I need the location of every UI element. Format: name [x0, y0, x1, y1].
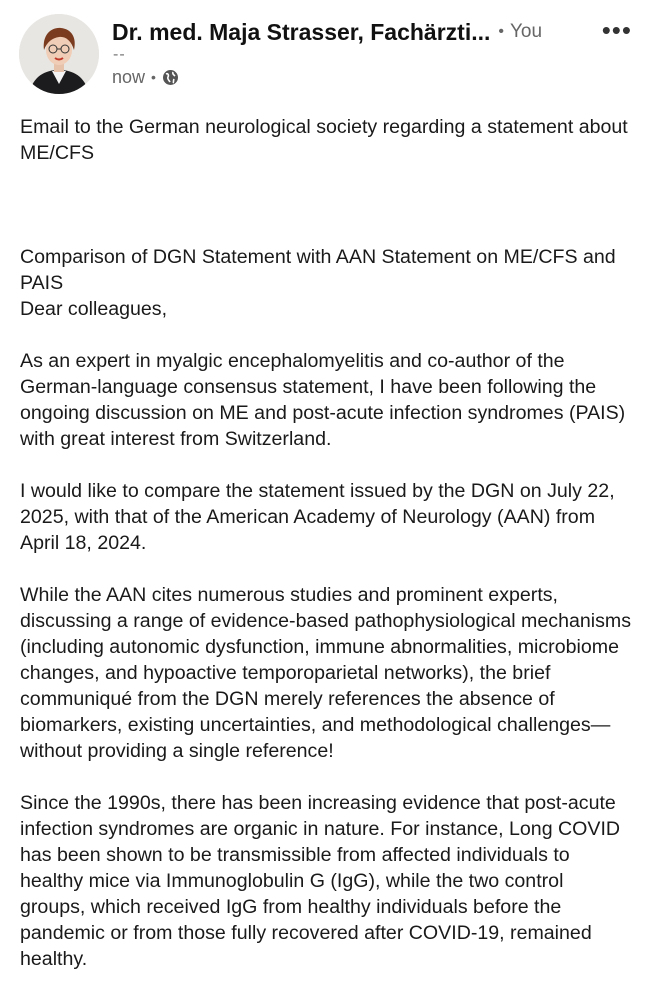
post-subject: Email to the German neurological society regarding a statement about ME/CFS: [20, 116, 628, 164]
author-headline: --: [113, 46, 126, 63]
more-options-icon[interactable]: •••: [601, 15, 632, 45]
separator-dot: •: [151, 69, 156, 85]
author-line: [112, 14, 632, 50]
letter-title: Comparison of DGN Statement with AAN Statement on ME/CFS and PAIS: [20, 246, 616, 294]
separator-dot: •: [498, 23, 504, 40]
paragraph: I would like to compare the statement issued by the DGN on July 22, 2025, with that of the American Academy of Neurology (AAN) from April 18, 2024.: [20, 480, 615, 554]
paragraph: Since the 1990s, there has been increasing evidence that post-acute infection syndromes are organic in nature. For instance, Long COVID has been shown to be transmissible from affected individuals to healthy mice via Immunoglobulin G (IgG), while the two control groups, which received IgG from healthy individuals before the pandemic or from those fully recovered after COVID-19, remained healthy.: [20, 792, 621, 970]
post-meta: [112, 64, 179, 90]
avatar[interactable]: [19, 14, 99, 94]
post-timestamp: now: [112, 66, 146, 87]
letter-greeting: Dear colleagues,: [20, 298, 168, 320]
connection-degree-label: You: [510, 21, 543, 42]
globe-icon[interactable]: [162, 69, 179, 86]
author-name[interactable]: Dr. med. Maja Strasser, Fachärzti...: [112, 18, 491, 45]
profile-photo-icon: [19, 14, 99, 94]
paragraph: As an expert in myalgic encephalomyelitis and co-author of the German-language consensus statement, I have been following the ongoing discussion on ME and post-acute infection syndromes (PAIS) with great interest from Switzerland.: [20, 350, 626, 450]
paragraph: While the AAN cites numerous studies and prominent experts, discussing a range of evidence-based pathophysiological mechanisms (including autonomic dysfunction, immune abnormalities, microbiome changes, and hypoactive temporoparietal networks), the brief communiqué from the DGN merely references the absence of biomarkers, existing uncertainties, and methodological challenges—without providing a single reference!: [20, 584, 632, 762]
post-body: [20, 114, 632, 972]
